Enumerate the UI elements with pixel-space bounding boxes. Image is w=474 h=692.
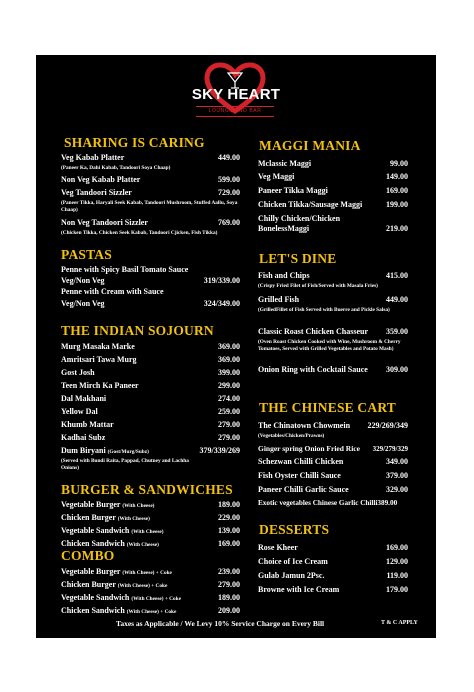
menu-item-name	[61, 580, 167, 591]
menu-item-price: 415.00	[386, 271, 408, 280]
menu-item-price: 139.00	[218, 526, 240, 535]
menu-item-variant: Veg/Non Veg	[61, 276, 105, 285]
biryani-variant: (Gost/Murg/Subz)	[107, 449, 149, 455]
menu-item-name	[61, 513, 150, 524]
menu-item-price: 169.00	[386, 186, 408, 195]
menu-item-desc: (Paneer Tikka, Haryali Seek Kabab, Tandoori Mushroom, Stuffed Aallu, Soya Chaap)	[61, 200, 238, 213]
menu-item-price: 379.00	[386, 471, 408, 480]
menu-item-desc: (Paneer Ka, Dahi Kabab, Tandoori Soya Chaap)	[61, 165, 171, 171]
menu-item-name: Ginger spring Onion Fried Rice	[258, 444, 360, 453]
menu-item-price: 369.00	[218, 342, 240, 351]
menu-item-price: 229.00	[218, 513, 240, 522]
menu-item-price: 449.00	[218, 153, 240, 162]
menu-item-price: 274.00	[218, 394, 240, 403]
menu-item-name: Amritsari Tawa Murg	[61, 355, 137, 364]
menu-item-name: Gulab Jamun 2Psc.	[258, 571, 325, 580]
section-title-burger: BURGER & SANDWICHES	[61, 482, 233, 497]
menu-item-price: 179.00	[386, 585, 408, 594]
item-title: Chicken Burger	[61, 513, 116, 522]
section-title-dine: LET'S DINE	[259, 251, 337, 266]
menu-item-name	[61, 606, 176, 617]
menu-item-name: Rose Kheer	[258, 543, 298, 552]
menu-item-name: Chicken Tikka/Sausage Maggi	[258, 200, 363, 209]
menu-item-name: Mclassic Maggi	[258, 159, 312, 168]
menu-item-price: 169.00	[386, 543, 408, 552]
menu-item-name	[61, 500, 154, 511]
menu-item-desc: (Served with Bundi Raita, Pappad, Chutney and Lachha Onions)	[61, 458, 189, 471]
menu-item-price: 729.00	[218, 188, 240, 197]
menu-item-name: Yellow Dal	[61, 407, 98, 416]
menu-item-name: Kadhai Subz	[61, 433, 106, 442]
menu-item-name: Choice of Ice Cream	[258, 557, 328, 566]
menu-item-price: 379/339/269	[199, 446, 240, 455]
terms-notice: T & C APPLY	[381, 620, 418, 626]
item-title: Chicken Sandwich	[61, 606, 125, 615]
menu-item-desc: (Crispy Fried Filet of Fish/Served with Masala Fries)	[258, 283, 378, 289]
menu-item-name: Gost Josh	[61, 368, 95, 377]
item-note: (With Cheese) + Coke	[117, 583, 168, 589]
menu-item-price: 449.00	[386, 295, 408, 304]
tax-notice: Taxes as Applicable / We Levy 10% Service Charge on Every Bill	[116, 619, 325, 628]
menu-item-desc: (GrilledFillet of Fish Served with Buerre and Pickle Salsa)	[258, 307, 390, 313]
menu-item-name: Non Veg Kabab Platter	[61, 175, 141, 184]
section-title-indian: THE INDIAN SOJOURN	[61, 323, 214, 338]
menu-item-name: Paneer Chilli Garlic Sauce	[258, 485, 349, 494]
menu-item-price: 259.00	[218, 407, 240, 416]
menu-item-price: 99.00	[390, 159, 408, 168]
menu-item-name: Fish Oyster Chilli Sauce	[258, 471, 341, 480]
menu-board	[36, 55, 436, 638]
menu-item-name: The Chinatown Chowmein	[258, 421, 351, 430]
menu-item-price: 399.00	[218, 368, 240, 377]
item-note: (With Cheese)	[122, 503, 155, 509]
menu-item-name	[61, 567, 172, 578]
section-title-maggi: MAGGI MANIA	[259, 138, 361, 153]
menu-item-name: Chilly Chicken/Chicken	[258, 214, 341, 223]
menu-item-name	[258, 498, 397, 508]
menu-item-name: Veg Kabab Platter	[61, 153, 125, 162]
menu-item-price: 309.00	[386, 365, 408, 374]
menu-item-name	[61, 593, 181, 604]
item-title: Chicken Burger	[61, 580, 116, 589]
menu-item-price: 239.00	[218, 567, 240, 576]
section-title-combo: COMBO	[61, 548, 115, 563]
item-note: (With Cheese) + Coke	[126, 609, 177, 615]
menu-item-name: Dal Makhani	[61, 394, 107, 403]
menu-item-price: 299.00	[218, 381, 240, 390]
menu-item-price: 369.00	[218, 355, 240, 364]
biryani-name: Dum Biryani	[61, 446, 106, 455]
menu-item-name: Classic Roast Chicken Chasseur	[258, 327, 369, 336]
menu-item-name: Grilled Fish	[258, 295, 300, 304]
menu-item-desc: (Chicken Tikka, Chicken Seek Kabab, Tandoori Cjicken, Fish Tikka)	[61, 230, 218, 236]
item-title: Vegetable Sandwich	[61, 526, 130, 535]
menu-item-name: Onion Ring with Cocktail Sauce	[258, 365, 368, 374]
menu-item-price: 329.00	[386, 485, 408, 494]
item-title: Vegetable Burger	[61, 567, 121, 576]
menu-item-name: Teen Mirch Ka Paneer	[61, 381, 139, 390]
menu-item-name: Schezwan Chilli Chicken	[258, 457, 344, 466]
brand-tagline: LOUNGE AND BAR	[196, 106, 274, 117]
menu-item-price: 359.00	[386, 327, 408, 336]
menu-item-name: Veg Maggi	[258, 172, 295, 181]
menu-item-price: 169.00	[218, 539, 240, 548]
menu-item-desc: (Oven Roast Chicken Cooked with Wine, Mushroom & Cherry Tomatoes, Served with Grilled Vegetables and Potato Mash)	[258, 339, 401, 352]
section-title-desserts: DESSERTS	[259, 522, 330, 537]
menu-item-price: 189.00	[218, 500, 240, 509]
menu-item-price: 119.00	[386, 571, 408, 580]
item-note: (With Cheese) + Coke	[122, 570, 172, 576]
menu-item-name-line2: BonelessMaggi	[258, 224, 310, 233]
menu-item-name: Paneer Tikka Maggi	[258, 186, 328, 195]
menu-item-price: 209.00	[218, 606, 240, 615]
menu-item-name	[61, 446, 149, 457]
menu-item-name: Veg Tandoori Sizzler	[61, 188, 132, 197]
item-note: (With Cheese)	[126, 542, 159, 548]
item-title: Vegetable Sandwich	[61, 593, 130, 602]
menu-item-variant: Veg/Non Veg	[61, 299, 105, 308]
section-title-sharing: SHARING IS CARING	[64, 135, 205, 150]
item-note: (With Cheese)	[117, 516, 150, 522]
menu-item-price: 279.00	[218, 433, 240, 442]
menu-item-name: Non Veg Tandoori Sizzler	[61, 218, 148, 227]
item-title: Vegetable Burger	[61, 500, 121, 509]
menu-item-name: Fish and Chips	[258, 271, 310, 280]
menu-item-price: 149.00	[386, 172, 408, 181]
item-title: Exotic vegetables Chinese Garlic Chilli	[258, 499, 378, 507]
menu-item-price: 219.00	[386, 224, 408, 233]
section-title-pastas: PASTAS	[61, 247, 112, 262]
item-note: (With Cheese)	[131, 529, 164, 535]
menu-item-price: 599.00	[218, 175, 240, 184]
menu-item-price: 129.00	[386, 557, 408, 566]
menu-item-name: Penne with Spicy Basil Tomato Sauce	[61, 265, 189, 274]
menu-item-price: 279.00	[218, 420, 240, 429]
menu-item-name: Penne with Cream with Sauce	[61, 287, 164, 296]
menu-item-price: 319/339.00	[203, 276, 240, 285]
section-title-chinese: THE CHINESE CART	[259, 400, 397, 415]
menu-item-price: 199.00	[386, 200, 408, 209]
item-note: (With Cheese) + Coke	[131, 596, 181, 602]
menu-item-name: Khumb Mattar	[61, 420, 114, 429]
menu-item-price: 769.00	[218, 218, 240, 227]
brand-name: SKY HEART	[191, 86, 281, 103]
menu-item-price: 189.00	[218, 593, 240, 602]
menu-item-price: 324/349.00	[203, 299, 240, 308]
menu-item-price: 329/279/329	[372, 445, 408, 453]
menu-item-price: 349.00	[386, 457, 408, 466]
menu-item-desc: (Vegetables/Chicken/Prawns)	[258, 433, 325, 439]
menu-item-price: 279.00	[218, 580, 240, 589]
menu-item-name: Browne with Ice Cream	[258, 585, 340, 594]
menu-item-name: Murg Masaka Marke	[61, 342, 135, 351]
menu-item-name	[61, 526, 164, 537]
item-price: 389.00	[377, 499, 398, 507]
menu-item-price: 229/269/349	[367, 421, 408, 430]
item-title: Chicken Sandwich	[61, 539, 125, 548]
